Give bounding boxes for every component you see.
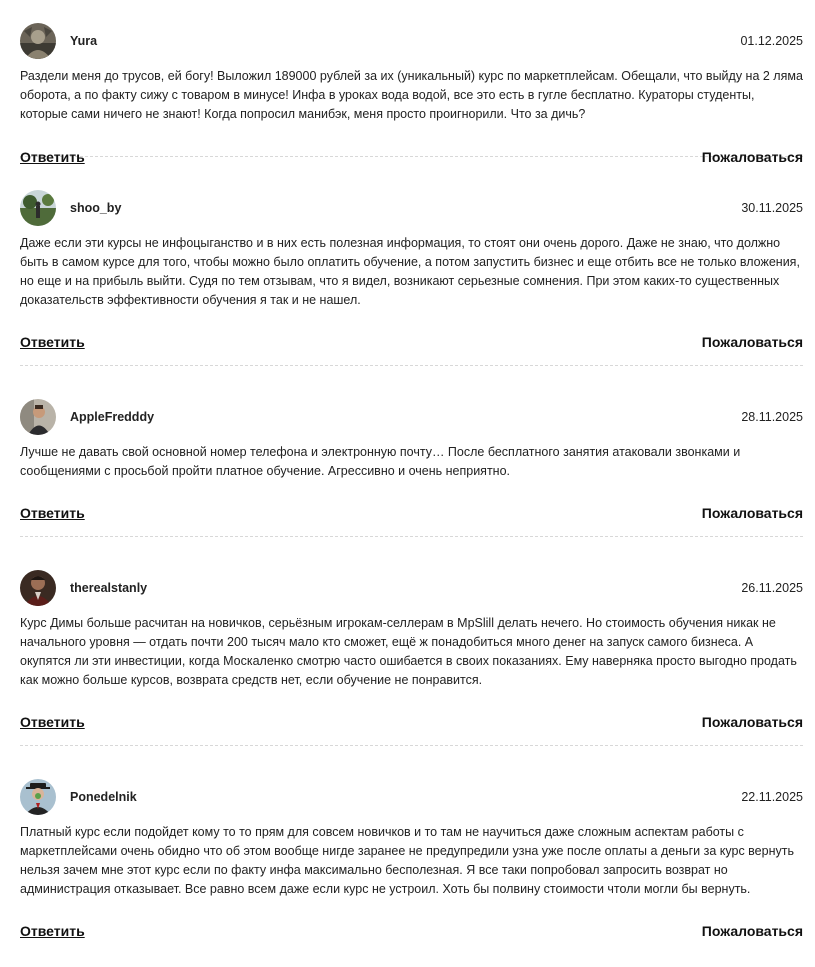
comment-author: AppleFredddy: [70, 410, 155, 424]
comment-text: Даже если эти курсы не инфоцыганство и в них есть полезная информация, то стоят они очень дорого. Даже не знаю, что должно быть в самом курсе для того, чтобы можно было оплатить обучение, а потом запустить бизнес и еще отбить все не только вложения, но еще и на прибыль выйти. Судя по тем отзывам, что я видел, возникают серьезные сомнения. При этом каких-то существенных доказательств эффективности обучения я так и не нашел.: [20, 236, 800, 307]
comment-header: [20, 189, 803, 227]
comments-list: [20, 0, 803, 967]
comment-header: [20, 22, 803, 60]
avatar[interactable]: [20, 23, 56, 59]
comment-text: Курс Димы больше расчитан на новичков, серьёзным игрокам-селлерам в MpSlill делать нечего. Но стоимость обучения никак не начального уровня — отдать почти 200 тысяч мало кто сможет, ещё ж понадобиться много денег на запуск самого бизнеса. А окупятся ли эти инвестиции, когда Москаленко смотрю часто ошибается в своих показаниях. Ему наверняка просто выгодно продать как можно больше курсов, возврата средств нет, если обучение не понравится.: [20, 616, 797, 687]
comment-header: [20, 398, 803, 436]
comment-header: [20, 569, 803, 607]
reply-link[interactable]: Ответить: [20, 505, 85, 521]
reply-link[interactable]: Ответить: [20, 149, 85, 165]
comment-header: [20, 778, 803, 816]
reply-link[interactable]: Ответить: [20, 923, 85, 939]
complain-link[interactable]: Пожаловаться: [701, 923, 803, 939]
comment-author: shoo_by: [70, 201, 122, 215]
comment-author-block: [20, 399, 154, 435]
comment-actions: [20, 334, 803, 350]
comment-author-block: [20, 779, 137, 815]
comment-item: [20, 537, 803, 746]
comment-author: Ponedelnik: [70, 790, 137, 804]
comment-author-block: [20, 190, 121, 226]
user-avatar-icon: [20, 190, 56, 226]
comment-item: [20, 157, 803, 366]
user-avatar-icon: [20, 23, 56, 59]
comment-item: [20, 0, 803, 165]
comment-text: Лучше не давать свой основной номер телефона и электронную почту… После бесплатного занятия атаковали звонками и сообщениями с просьбой пройти платное обучение. Агрессивно и очень неприятно.: [20, 445, 741, 478]
comment-date: 26.11.2025: [741, 581, 803, 595]
comment-actions: [20, 714, 803, 730]
avatar[interactable]: [20, 399, 56, 435]
comment-text: Платный курс если подойдет кому то то прям для совсем новичков и то там не научиться даже сложным аспектам работы с маркетплейсами очень обидно что об этом вообще нигде заранее не предупредили узна уже после оплаты а деньги за курс вернуть нельзя зачем мне этот курс если по факту инфа максимально бесполезная. Я все таки попробовал запросить возврат но администрация отказывает. Все равно всем даже если курс не устроил. Хоть бы полвину стоимости чтоли могли бы вернуть.: [20, 825, 794, 896]
comment-text: Раздели меня до трусов, ей богу! Выложил 189000 рублей за их (уникальный) курс по маркетплейсам. Обещали, что выйду на 2 ляма оборота, а по факту сижу с товаром в минусе! Инфа в уроках вода водой, все это есть в гугле бесплатно. Кураторы студенты, которые сами ничего не знают! Когда попросил манибэк, меня просто проигнорили. Что за дичь?: [20, 69, 803, 121]
comment-author: therealstanly: [70, 581, 148, 595]
reply-link[interactable]: Ответить: [20, 714, 85, 730]
user-avatar-icon: [20, 399, 56, 435]
comment-actions: [20, 505, 803, 521]
avatar[interactable]: [20, 190, 56, 226]
comment-author-block: [20, 23, 97, 59]
user-avatar-icon: [20, 779, 56, 815]
comment-item: [20, 746, 803, 967]
complain-link[interactable]: Пожаловаться: [701, 714, 803, 730]
comment-date: 30.11.2025: [741, 201, 803, 215]
comment-author-block: [20, 570, 147, 606]
avatar[interactable]: [20, 779, 56, 815]
complain-link[interactable]: Пожаловаться: [701, 334, 803, 350]
comment-date: 28.11.2025: [741, 410, 803, 424]
comment-item: [20, 366, 803, 537]
comment-date: 22.11.2025: [741, 790, 803, 804]
comment-author: Yura: [70, 34, 98, 48]
comment-date: 01.12.2025: [740, 34, 803, 48]
complain-link[interactable]: Пожаловаться: [701, 149, 803, 165]
avatar[interactable]: [20, 570, 56, 606]
user-avatar-icon: [20, 570, 56, 606]
comment-actions: [20, 923, 803, 939]
complain-link[interactable]: Пожаловаться: [701, 505, 803, 521]
reply-link[interactable]: Ответить: [20, 334, 85, 350]
